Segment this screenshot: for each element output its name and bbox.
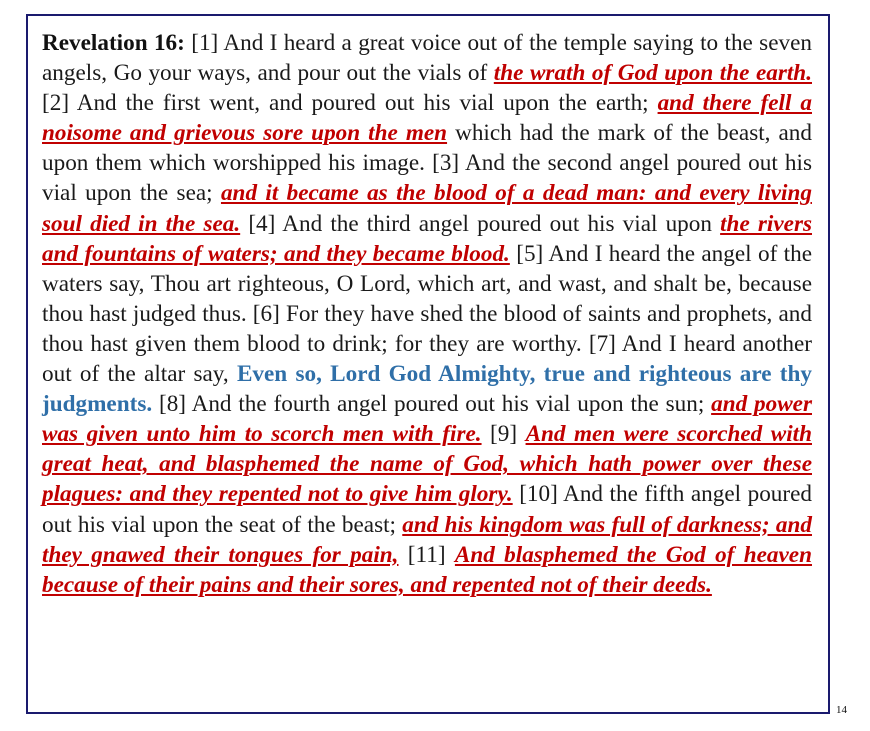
passage-frame bbox=[26, 14, 830, 714]
page-number: 14 bbox=[836, 704, 847, 716]
verse-text: [1] And I heard a great voice out of the temple saying to the seven angels, Go your ways, and pour out the vials of bbox=[42, 30, 812, 87]
verse-text: [10] And the fifth angel poured out his vial upon the seat of the beast; bbox=[42, 481, 812, 538]
verse-text: which had the mark of the beast, and upon them which worshipped his image. [3] And the second angel poured out his vial upon the sea; bbox=[42, 120, 812, 207]
verse-text: [11] bbox=[398, 541, 455, 568]
verse-text: [5] And I heard the angel of the waters say, Thou art righteous, O Lord, which art, and wast, and shalt be, because thou hast judged thus. [6] For they have shed the blood of saints and prophets, and thou hast given them blood to drink; for they are worthy. [7] And I heard another out of the altar say, bbox=[42, 240, 812, 388]
judgment-phrase: and power was given unto him to scorch men with fire. bbox=[42, 391, 812, 448]
judgment-phrase: And blasphemed the God of heaven because of their pains and their sores, and repented not of their deeds. bbox=[42, 541, 812, 598]
judgment-phrase: the wrath of God upon the earth. bbox=[493, 60, 812, 87]
judgment-phrase: and there fell a noisome and grievous sore upon the men bbox=[42, 90, 812, 147]
verse-text: [8] And the fourth angel poured out his vial upon the sun; bbox=[152, 391, 712, 418]
verse-text: [2] And the first went, and poured out his vial upon the earth; bbox=[42, 90, 658, 117]
reference-label: Revelation 16 bbox=[42, 30, 178, 56]
judgment-phrase: the rivers and fountains of waters; and they became blood. bbox=[42, 210, 812, 267]
judgment-phrase: And men were scorched with great heat, and blasphemed the name of God, which hath power over these plagues: and they repented not to give him glory. bbox=[42, 421, 812, 508]
verse-text: [4] And the third angel poured out his vial upon bbox=[240, 210, 721, 237]
reference-colon: : bbox=[177, 30, 185, 56]
praise-phrase: Even so, Lord God Almighty, true and righteous are thy judgments. bbox=[42, 361, 812, 418]
judgment-phrase: and his kingdom was full of darkness; and they gnawed their tongues for pain, bbox=[42, 511, 812, 568]
verse-text: [9] bbox=[481, 421, 526, 448]
passage-text bbox=[42, 28, 812, 600]
passage-reference bbox=[42, 30, 185, 56]
judgment-phrase: and it became as the blood of a dead man: and every living soul died in the sea. bbox=[42, 180, 812, 237]
